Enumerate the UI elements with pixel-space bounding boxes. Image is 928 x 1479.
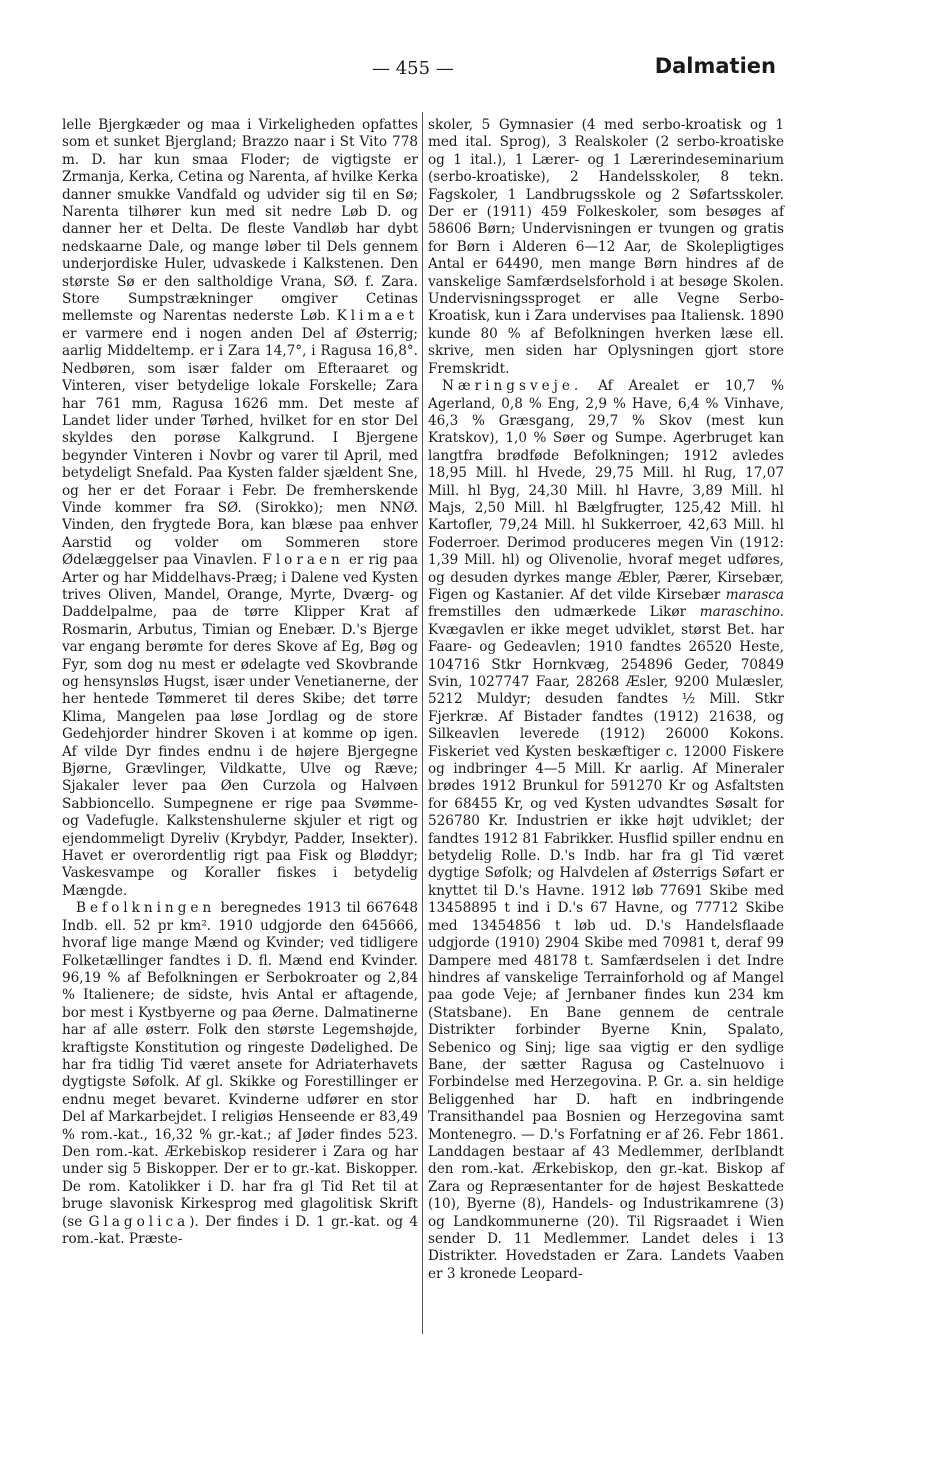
column-divider (422, 112, 423, 1334)
paragraph-population (62, 900, 418, 1248)
text-run: Af Arealet er 10,7 % Agerland, 0,8 % Eng, 2,9 % Have, 6,4 % Vinhave, 46,3 % Græsgang, 29,7 % Skov (mest kun Kratskov), 1,0 % Søer og Sumpe. Agerbruget kan langtfra brødføde Befolkningen; 1912 avledes 18,95 Mill. hl Hvede, 29,75 Mill. hl Rug, 17,07 Mill. hl Byg, 24,30 Mill. hl Havre, 3,89 Mill. hl Majs, 2,50 Mill. hl Bælgfrugter, 125,42 Mill. hl Kartofler, 79,24 Mill. hl Sukkerroer, 42,63 Mill. hl Foderroer. Derimod produceres megen Vin (1912: 1,39 Mill. hl) og Olivenolie, hvoraf meget udføres, og desuden dyrkes mange Æbler, Pærer, Kirsebær, Figen og Kastanier. Af det vilde Kirsebær (428, 378, 784, 603)
section-title: Dalmatien (654, 54, 776, 78)
text-run: ). Der findes i D. 1 gr.-kat. og 4 rom.-kat. Præste- (62, 1213, 418, 1247)
keyword-klimaet: Klimaet (336, 308, 418, 325)
text-run: er varmere end i nogen anden Del af Østerrig; aarlig Middeltemp. er i Zara 14,7°, i Ragusa 16,8°. Nedbøren, som især falder om Efteraaret og Vinteren, viser betydelige lokale Forskelle; Zara har 761 mm, Ragusa 1626 mm. Det meste af Landet lider under Tørhed, hvilket for en stor Del skyldes den porøse Kalkgrund. I Bjergene begynder Vinteren i Novbr og varer til April, med betydeligt Snefald. Paa Kysten falder sjældent Sne, og her er det Foraar i Febr. De fremherskende Vinde kommer fra SØ. (Sirokko); men NNØ. Vinden, den frygtede Bora, kan blæse paa enhver Aarstid og volder om Sommeren store Ødelæggelser paa Vinavlen. (62, 325, 418, 569)
paragraph-schools (428, 117, 784, 378)
keyword-naeringsveje: Næringsveje. (442, 378, 583, 395)
text-run: beregnedes 1913 til 667648 Indb. ell. 52 pr km². 1910 udgjorde den 645666, hvoraf lige mange Mænd og Kvinder; ved tidligere Folketællinger fandtes i D. fl. Mænd end Kvinder. 96,19 % af Befolkningen er Serbokroater og 2,84 % Italienere; de sidste, hvis Antal er aftagende, bor mest i Kystbyerne og paa Øerne. Dalmatinerne har af alle østerr. Folk den største Legemshøjde, kraftigste Konstitution og ringeste Dødelighed. De har fra tidlig Tid været ansete for Adriaterhavets dygtigste Søfolk. Af gl. Skikke og Forestillinger er endnu meget bevaret. Kvinderne udfører en stor Del af Markarbejdet. I religiøs Henseende er 83,49 % rom.-kat., 16,32 % gr.-kat.; af Jøder findes 523. Den rom.-kat. Ærkebiskop residerer i Zara og har under sig 5 Biskopper. Der er to gr.-kat. Biskopper. De rom. Katolikker i D. har fra gl Tid Ret til at bruge slavonisk Kirkesprog med glagolitisk Skrift (se (62, 900, 419, 1230)
page-header (0, 54, 928, 88)
keyword-floraen: Floraen (262, 552, 344, 569)
text-run: fremstilles den udmærkede Likør (428, 604, 687, 621)
right-column (428, 117, 784, 1283)
term-marasca: marasca (725, 586, 785, 603)
left-column (62, 117, 418, 1248)
text-run: skoler, 5 Gymnasier (4 med serbo-kroatisk og 1 med ital. Sprog), 3 Realskoler (2 serbo-kroatiske og 1 ital.), 1 Lærer- og 1 Lærerindeseminarium (serbo-kroatiske), 2 Handelsskoler, 8 tekn. Fagskoler, 1 Landbrugsskole og 2 Søfartsskoler. Der er (1911) 459 Folkeskoler, som besøges af 58606 Børn; Undervisningen er tvungen og gratis for Børn i Alderen 6—12 Aar, de Skolepligtiges Antal er 64490, men mange Børn hindres af de vanskelige Samfærdselsforhold i at besøge Skolen. Undervisningssproget er alle Vegne Serbo-Kroatisk, kun i Zara undervises paa Italiensk. 1890 kunde 80 % af Befolkningen hverken læse ell. skrive, men siden har Oplysningen gjort store Fremskridt. (428, 117, 784, 377)
keyword-befolkningen: Befolkningen (76, 900, 216, 917)
term-maraschino: maraschino. (699, 604, 784, 621)
text-run: er rig paa Arter og har Middelhavs-Præg; i Dalene ved Kysten trives Oliven, Mandel, Orange, Myrte, Dværg- og Daddelpalme, paa de tørre Klipper Krat af Rosmarin, Arbutus, Timian og Enebær. D.'s Bjerge var engang berømte for deres Skove af Eg, Bøg og Fyr, som dog nu mest er ødelagte ved Skovbrande og hensynsløs Hugst, især under Venetianerne, der her hentede Tømmeret til deres Skibe; det tørre Klima, Mangelen paa løse Jordlag og de store Gedehjorder hindrer Skoven i at komme op igen. Af vilde Dyr findes endnu i de højere Bjergegne Bjørne, Grævlinger, Vildkatte, Ulve og Ræve; Sjakaler lever paa Øen Curzola og Halvøen Sabbioncello. Sumpegnene er rige paa Svømme- og Vadefugle. Kalkstenshulerne skjuler et rigt og ejendommeligt Dyreliv (Krybdyr, Padder, Insekter). Havet er overordentlig rigt paa Fisk og Bløddyr; Vaskesvampe og Koraller fiskes i betydelig Mængde. (62, 552, 418, 899)
text-run: lelle Bjergkæder og maa i Virkeligheden opfattes som et sunket Bjergland; Brazzo naar i St Vito 778 m. D. har kun smaa Floder; de vigtigste er Zrmanja, Kerka, Cetina og Narenta, af hvilke Kerka danner smukke Vandfald og udvider sig til en Sø; Narenta tilhører kun med sit nedre Løb D. og danner her et Delta. De fleste Vandløb har dybt nedskaarne Dale, og mange løber til Dels gennem underjordiske Huler, udvaskede i Kalkstenen. Den største Sø er den saltholdige Vrana, SØ. f. Zara. Store Sumpstrækninger omgiver Cetinas mellemste og Narentas nederste Løb. (62, 117, 418, 325)
page-number: — 455 — (372, 58, 454, 79)
paragraph-economy (428, 378, 784, 1283)
keyword-glagolica: Glagolica (88, 1213, 190, 1230)
text-run: Kvægavlen er ikke meget udviklet, størst Bet. har Faare- og Gedeavlen; 1910 fandtes 26520 Heste, 104716 Stkr Hornkvæg, 254896 Geder, 70849 Svin, 1027747 Faar, 28268 Æsler, 9200 Mulæsler, 5212 Muldyr; desuden fandtes ½ Mill. Stkr Fjerkræ. Af Bistader fandtes (1912) 21638, og Silkeavlen leverede (1912) 26000 Kokons. Fiskeriet ved Kysten beskæftiger c. 12000 Fiskere og indbringer 4—5 Mill. Kr aarlig. Af Mineraler brødes 1912 Brunkul for 591270 Kr og Asfaltsten for 68455 Kr, og ved Kysten udvandtes Søsalt for 526780 Kr. Industrien er ikke højt udviklet; der fandtes 1912 81 Fabrikker. Husflid spiller endnu en betydelig Rolle. D.'s Indb. har fra gl Tid været dygtige Søfolk; og Halvdelen af Østerrigs Søfart er knyttet til D.'s Havne. 1912 løb 77691 Skibe med 13458895 t ind i D.'s 67 Havne, og 77712 Skibe med 13454856 t løb ud. D.'s Handelsflaade udgjorde (1910) 2904 Skibe med 70981 t, deraf 99 Dampere med 48178 t. Samfærdselen i det Indre hindres af vanskelige Terrainforhold og af Mangel paa gode Veje; af Jernbaner findes kun 234 km (Statsbane). En Bane gennem de centrale Distrikter forbinder Byerne Knin, Spalato, Sebenico og Sinj; lige saa vigtig er den sydlige Bane, der sætter Ragusa og Castelnuovo i Forbindelse med Herzegovina. P. Gr. a. sin heldige Beliggenhed har D. haft en indbringende Transithandel paa Bosnien og Herzegovina samt Montenegro. — D.'s Forfatning er af 26. Febr 1861. Landdagen bestaar af 43 Medlemmer, derIblandt den rom.-kat. Ærkebiskop, den gr.-kat. Biskop af Zara og Repræsentanter for de højest Beskattede (10), Byerne (8), Handels- og Industrikamrene (3) og Landkommunerne (20). Til Rigsraadet i Wien sender D. 11 Medlemmer. Landet deles i 13 Distrikter. Hovedstaden er Zara. Landets Vaaben er 3 kronede Leopard- (428, 621, 784, 1282)
paragraph-geography-climate-flora (62, 117, 418, 900)
